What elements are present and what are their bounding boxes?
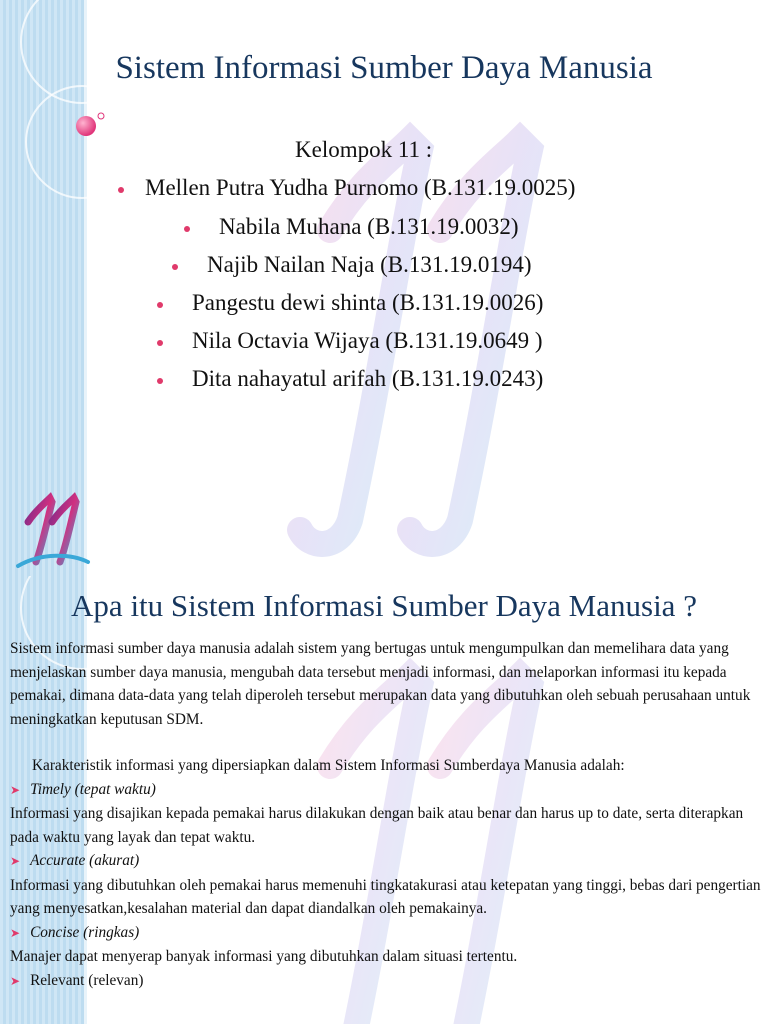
arrow-bullet-icon: ➤ (10, 925, 21, 940)
criterion-name: Timely (tepat waktu) (30, 780, 156, 798)
bullet-icon (157, 302, 163, 308)
bullet-icon (184, 226, 190, 232)
member-name: Najib Nailan Naja (B.131.19.0194) (207, 252, 532, 277)
slide-2-body (10, 637, 762, 993)
bullet-icon (172, 264, 178, 270)
arrow-bullet-icon: ➤ (10, 782, 21, 797)
member-name: Dita nahayatul arifah (B.131.19.0243) (192, 366, 544, 391)
decorative-arc (25, 85, 139, 199)
criterion-name: Relevant (relevan) (30, 971, 144, 989)
member-name: Nabila Muhana (B.131.19.0032) (219, 214, 519, 239)
slide-2 (0, 576, 768, 1024)
arrow-bullet-icon: ➤ (10, 973, 21, 988)
slide-1-title: Sistem Informasi Sumber Daya Manusia (115, 50, 653, 86)
criterion-heading (10, 921, 762, 946)
criterion-heading (10, 778, 762, 803)
criterion-description: Manajer dapat menyerap banyak informasi yang dibutuhkan dalam situasi tertentu. (10, 948, 518, 965)
group-label: Kelompok 11 : (295, 137, 433, 162)
criterion-name: Concise (ringkas) (30, 923, 140, 941)
pink-ball-decoration (74, 110, 110, 140)
member-name: Mellen Putra Yudha Purnomo (B.131.19.0025) (145, 175, 576, 200)
member-name: Pangestu dewi shinta (B.131.19.0026) (192, 290, 544, 315)
bullet-icon (157, 340, 163, 346)
slide-2-title: Apa itu Sistem Informasi Sumber Daya Manusia ? (71, 588, 697, 623)
criterion-heading (10, 969, 762, 994)
intro-paragraph: Sistem informasi sumber daya manusia adalah sistem yang bertugas untuk mengumpulkan dan memelihara data yang menjelaskan sumber daya manusia, mengubah data tersebut menjadi informasi, dan melaporkan informasi itu kepada pemakai, dimana data-data yang telah diperoleh tersebut merupakan data yang dibutuhkan oleh sebuah perusahaan untuk meningkatkan keputusan SDM. (10, 640, 751, 728)
criterion-name: Accurate (akurat) (30, 852, 140, 869)
bullet-icon (118, 187, 124, 193)
criterion-heading (10, 849, 762, 874)
criterion-description: Informasi yang dibutuhkan oleh pemakai harus memenuhi tingkatakurasi atau ketepatan yang tinggi, bebas dari pengertian yang menyesatkan,kesalahan material dan dapat diandalkan oleh pemakainya. (10, 876, 761, 917)
lead-paragraph: Karakteristik informasi yang dipersiapkan dalam Sistem Informasi Sumberdaya Manusia adalah: (32, 757, 625, 774)
logo-11 (12, 492, 92, 576)
criterion-description: Informasi yang disajikan kepada pemakai harus dilakukan dengan baik atau benar dan harus up to date, serta diterapkan pada waktu yang layak dan tepat waktu. (10, 805, 744, 846)
member-name: Nila Octavia Wijaya (B.131.19.0649 ) (192, 328, 543, 353)
arrow-bullet-icon: ➤ (10, 854, 21, 868)
bullet-icon (157, 378, 163, 384)
